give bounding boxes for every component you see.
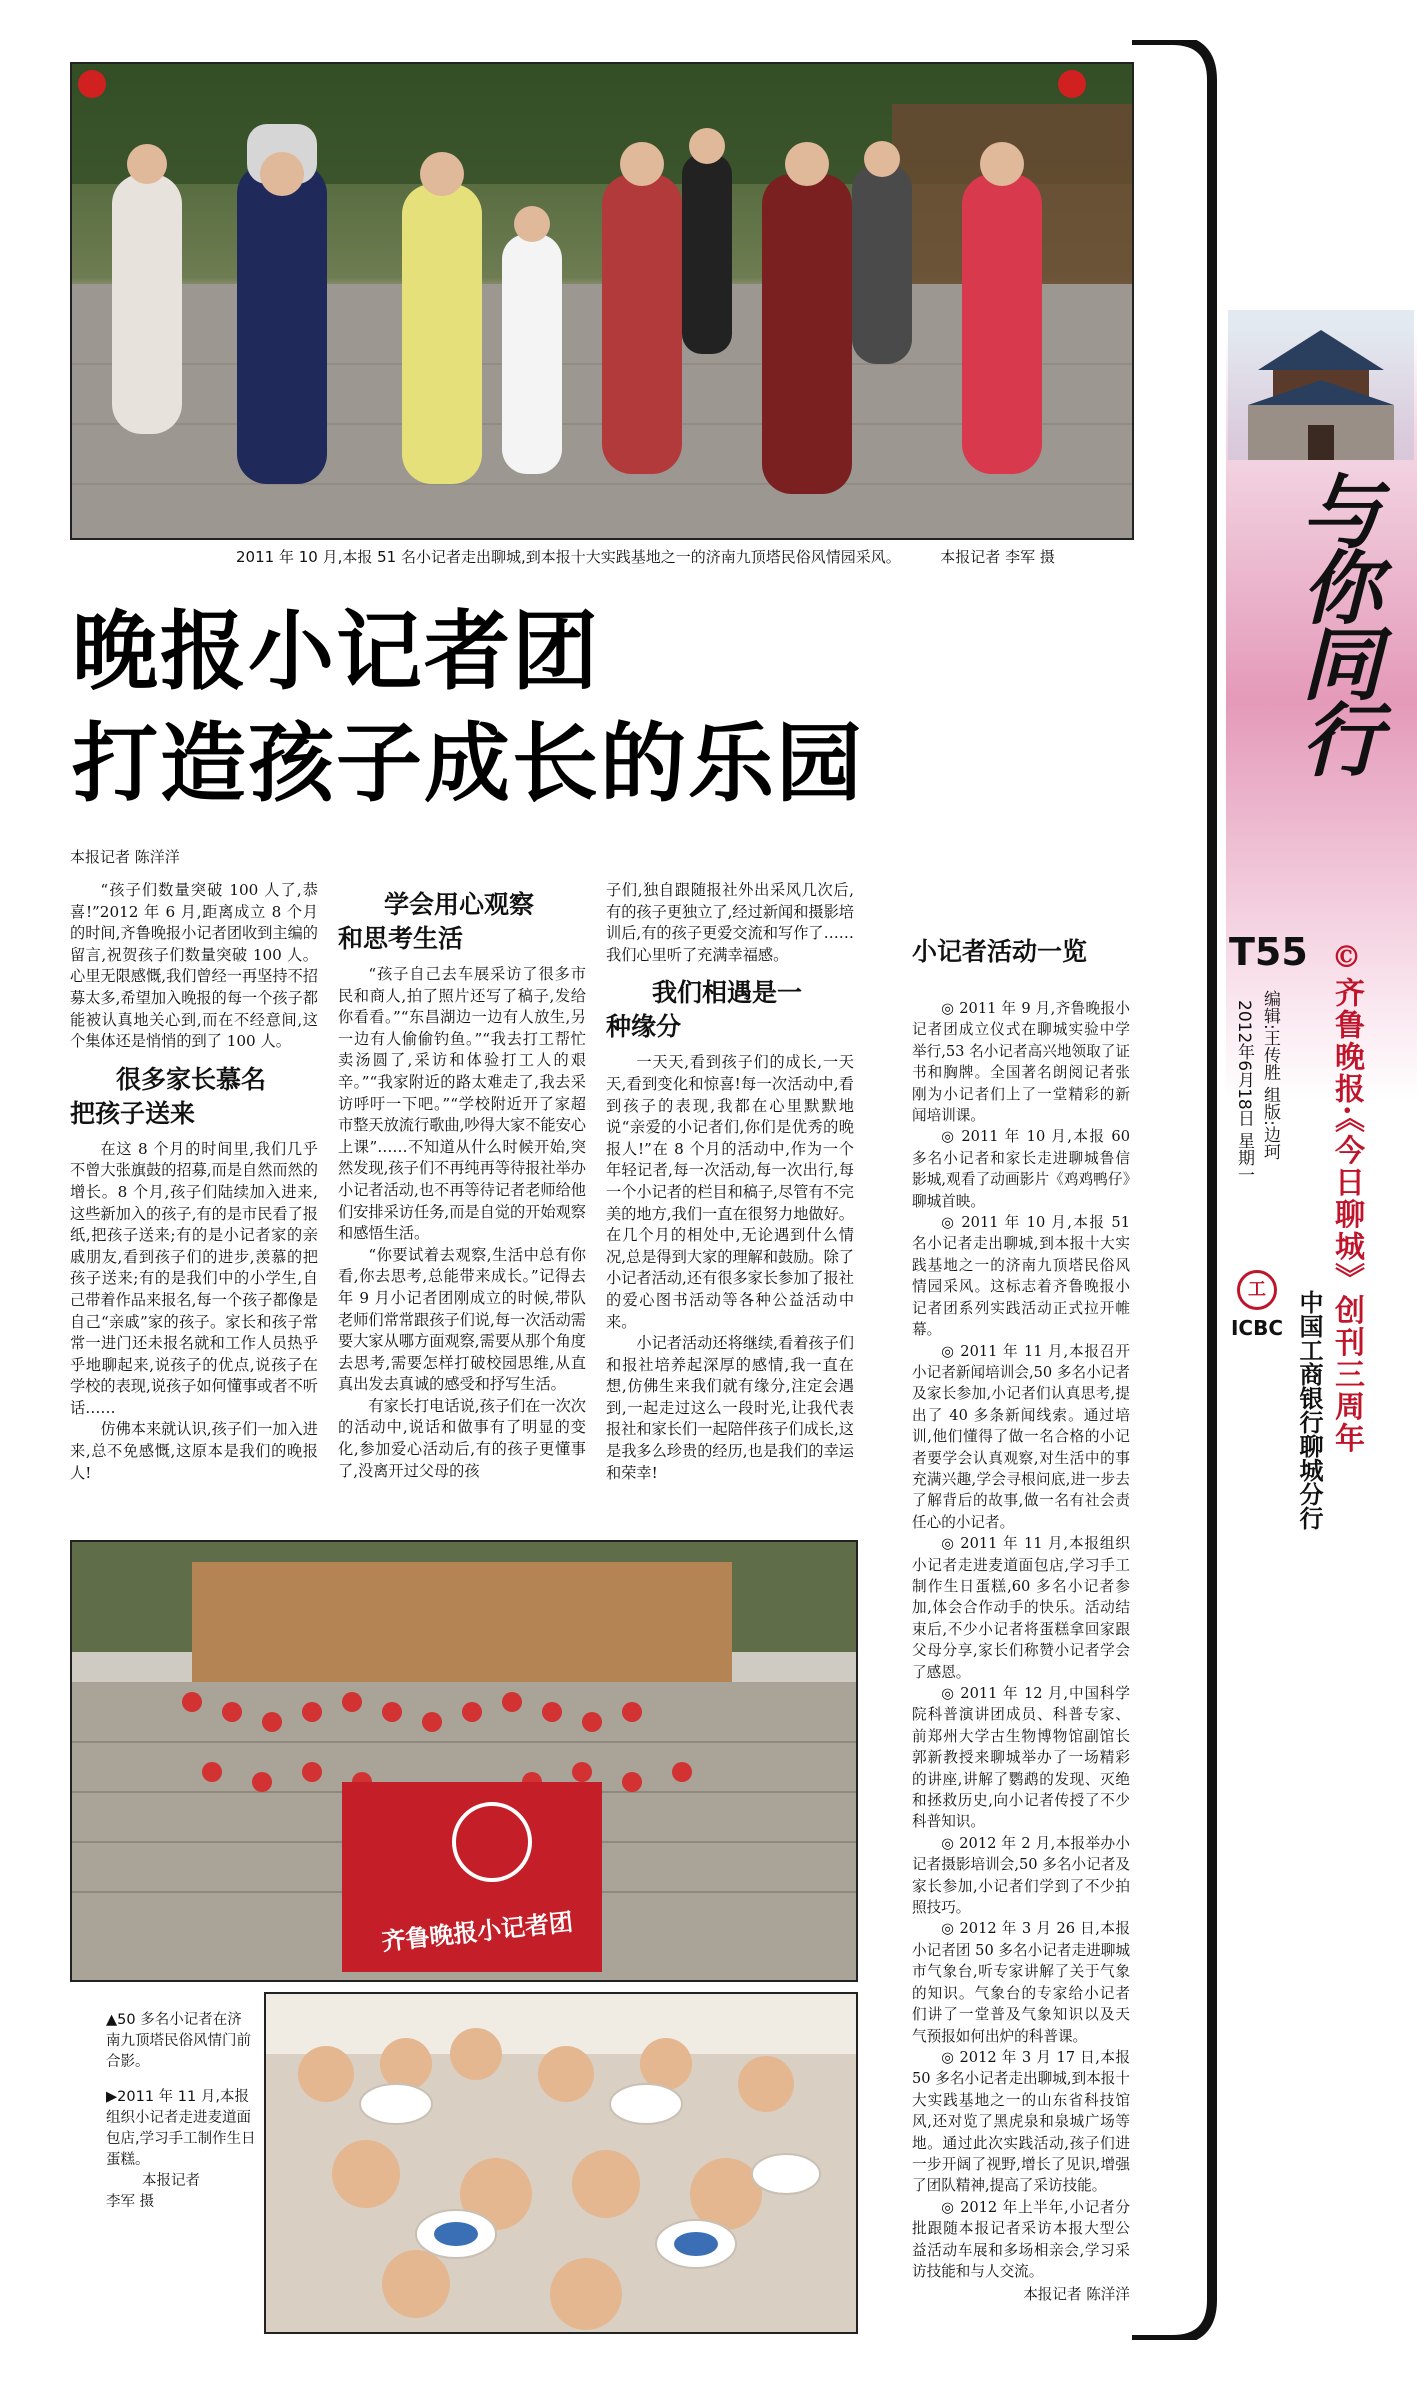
subheading-2 xyxy=(338,888,586,956)
article-column-3 xyxy=(606,880,854,1484)
subheading-2-line-2: 和思考生活 xyxy=(338,924,464,953)
group-photo-banner-text: 齐鲁晚报小记者团 xyxy=(380,1907,575,1956)
separator: · xyxy=(1329,1105,1364,1118)
icbc-logo xyxy=(1230,1270,1284,1340)
caption-1: ▲50 多名小记者在济南九顶塔民俗风情门前合影。 xyxy=(106,2012,251,2070)
calligraphy-title: 与你同行 xyxy=(1288,470,1382,774)
sidebar-item: ◎ 2011 年 10 月,本报 60 多名小记者和家长走进聊城鲁信影城,观看了动画影片《鸡鸡鸭仔》聊城首映。 xyxy=(912,1128,1130,1210)
sidebar-item: ◎ 2011 年 12 月,中国科学院科普演讲团成员、科普专家、前郑州大学古生物博物馆副馆长郭新教授来聊城举办了一场精彩的讲座,讲解了鹦鹉的发现、灭绝和拯救历史,向小记者传授了不少科普知识。 xyxy=(912,1685,1130,1831)
paragraph: 一天天,看到孩子们的成长,一天天,看到变化和惊喜!每一次活动中,看到孩子的表现,我都在心里默默地说“亲爱的小记者们,你们是优秀的晚报人!”在 8 个月的活动中,作为一个年轻记者,每一次活动,每一次出行,每一个小记者的栏目和稿子,尽管有不完美的地方,我们一直在很努力地做好。在几个月的相处中,无论遇到什么情况,总是得到大家的理解和鼓励。除了小记者活动,还有很多家长参加了报社的爱心图书活动等各种公益活动中来。 xyxy=(606,1053,854,1331)
sidebar-item: ◎ 2011 年 9 月,齐鲁晚报小记者团成立仪式在聊城实验中学举行,53 名小记者高兴地领取了证书和胸牌。全国著名朗阅记者张刚为小记者们上了一堂精彩的新闻培训课。 xyxy=(912,1000,1130,1125)
article-column-1 xyxy=(70,880,318,1484)
cake-photo-image xyxy=(266,1994,856,2332)
headline-line-2: 打造孩子成长的乐园 xyxy=(72,714,864,814)
top-photo-caption-text: 2011 年 10 月,本报 51 名小记者走出聊城,到本报十大实践基地之一的济南九顶塔民俗风情园采风。 xyxy=(236,548,901,566)
sidebar-item: ◎ 2012 年 3 月 26 日,本报小记者团 50 多名小记者走进聊城市气象台,听专家讲解了关于气象的知识。气象台的专家给小记者们讲了一堂普及气象知识以及天气预报如何出炉的科普课。 xyxy=(912,1920,1130,2045)
byline: 本报记者 陈洋洋 xyxy=(70,848,180,866)
column-name: 《今日聊城》 xyxy=(1329,1117,1364,1295)
bank-name: 中国工商银行聊城分行 xyxy=(1295,1290,1323,1530)
paragraph: “你要试着去观察,生活中总有你看,你去思考,总能带来成长。”记得去年 9 月小记者团刚成立的时候,带队老师们常常跟孩子们说,每一次活动需要大家从哪方面观察,需要从那个角度去思考,需要怎样打破校园思维,从直真出发去真诚的感受和抒写生活。 xyxy=(338,1245,586,1394)
subheading-1-line-1: 很多家长慕名 xyxy=(116,1064,267,1094)
sidebar-item: ◎ 2012 年上半年,小记者分批跟随本报记者采访本报大型公益活动车展和多场相亲会,学习采访技能和与人交流。 xyxy=(912,2198,1130,2280)
paragraph: “孩子自己去车展采访了很多市民和商人,拍了照片还写了稿子,发给你看看。”“东昌湖边一边有人放生,另一边有人偷偷钓鱼。”“我去打工帮忙卖汤圆了,采访和体验打工人的艰辛。”“我家附近的路太难走了,我去采访呼吁一下吧。”“学校附近开了家超市整天放流行歌曲,吵得大家不能安心上课”……不知道从什么时候开始,突然发现,孩子们不再纯再等待报社举办小记者活动,也不再等待记者老师给他们安排采访任务,而是自觉的开始观察和感悟生活。 xyxy=(338,965,586,1243)
sidebar-item: ◎ 2011 年 11 月,本报组织小记者走进麦道面包店,学习手工制作生日蛋糕,60 多名小记者参加,体会合作动手的快乐。活动结束后,不少小记者将蛋糕拿回家跟父母分享,家长们称赞小记者学会了感恩。 xyxy=(912,1535,1130,1681)
bottom-captions xyxy=(106,2010,256,2213)
subheading-3-line-2: 种缘分 xyxy=(606,1012,682,1042)
subheading-3-line-1: 我们相遇是一 xyxy=(652,978,803,1008)
cake-photo xyxy=(264,1992,858,2334)
paragraph: 子们,独自跟随报社外出采风几次后,有的孩子更独立了,经过新闻和摄影培训后,有的孩子更爱交流和写作了……我们心里听了充满幸福感。 xyxy=(606,881,854,964)
subheading-2-line-1: 学会用心观察 xyxy=(384,890,535,919)
sidebar-item: ◎ 2011 年 10 月,本报 51 名小记者走出聊城,到本报十大实践基地之一的济南九顶塔民俗风情园采风。这标志着齐鲁晚报小记者团系列实践活动正式拉开帷幕。 xyxy=(912,1214,1130,1339)
sidebar-item: ◎ 2011 年 11 月,本报召开小记者新闻培训会,50 多名小记者及家长参加,小记者们认真思考,提出了 40 多条新闻线索。通过培训,他们懂得了做一名合格的小记者要学会认真观察,对生活中的事充满兴趣,学会寻根问底,进一步去了解背后的故事,做一名有社会责任心的小记者。 xyxy=(912,1342,1130,1531)
paragraph: 仿佛本来就认识,孩子们一加入进来,总不免感慨,这原本是我们的晚报人! xyxy=(70,1420,318,1482)
icbc-logo-text: ICBC xyxy=(1230,1316,1284,1340)
sidebar-list xyxy=(912,998,1130,2306)
subheading-1-line-2: 把孩子送来 xyxy=(70,1098,196,1128)
sidebar-title: 小记者活动一览 xyxy=(912,937,1088,966)
paragraph: “孩子们数量突破 100 人了,恭喜!”2012 年 6 月,距离成立 8 个月的时间,齐鲁晚报小记者团收到主编的留言,祝贺孩子们数量突破 100 人。心里无限感慨,我们曾经一再坚持不招募太多,希望加入晚报的每一个孩子都能被认真地关心到,而在不经意间,这个集体还是悄悄的到了 100 人。 xyxy=(70,881,318,1051)
caption-credit-2: 李军 摄 xyxy=(106,2194,155,2210)
top-photo xyxy=(70,62,1134,540)
page-number: T55 xyxy=(1229,930,1308,974)
paragraph: 小记者活动还将继续,看着孩子们和报社培养起深厚的感情,我一直在想,仿佛生来我们就有缘分,注定会遇到,一起走过这么一段时光,让我代表报社和家长们一起陪伴孩子们成长,这是我多么珍贵的经历,也是我们的幸运和荣幸! xyxy=(606,1334,854,1482)
subheading-1 xyxy=(70,1063,318,1131)
subheading-3 xyxy=(606,976,854,1044)
paper-name: 齐鲁晚报 xyxy=(1329,977,1364,1105)
copyright-icon: © xyxy=(1329,940,1364,977)
paragraph: 在这 8 个月的时间里,我们几乎不曾大张旗鼓的招募,而是自然而然的增长。8 个月,孩子们陆续加入进来,这些新加入的孩子,有的是市民看了报纸,把孩子送来;有的是小记者家的亲戚朋友,看到孩子们的进步,羡慕的把孩子送来;有的是我们中的小学生,自己带着作品来报名,每一个孩子都像是自己“亲戚”家的孩子。家长和孩子常常一进门还未报名就和工作人员热乎乎地聊起来,说孩子的优点,说孩子在学校的表现,说孩子如何懂事或者不听话…… xyxy=(70,1139,318,1417)
anniversary-text: 创刊三周年 xyxy=(1329,1294,1364,1455)
caption-credit-1: 本报记者 xyxy=(142,2173,200,2189)
article-column-2 xyxy=(338,888,586,1482)
sidebar-item: ◎ 2012 年 3 月 17 日,本报 50 多名小记者走出聊城,到本报十大实践基地之一的山东省科技馆风,还对览了黑虎泉和泉城广场等地。通过此次实践活动,孩子们进一步开阔了视野,增长了见识,增强了团队精神,提高了采访技能。 xyxy=(912,2048,1130,2195)
sidebar-item: ◎ 2012 年 2 月,本报举办小记者摄影培训会,50 多名小记者及家长参加,小记者们学到了不少拍照技巧。 xyxy=(912,1834,1130,1917)
group-photo xyxy=(70,1540,858,1982)
decorative-bracket xyxy=(1132,40,1222,2340)
anniversary-banner xyxy=(1324,940,1368,1454)
editor-line: 编辑:王传胜 组版:边珂 xyxy=(1260,990,1280,1160)
tower-image xyxy=(1228,310,1414,460)
icbc-logo-icon: 工 xyxy=(1237,1270,1277,1310)
top-photo-image xyxy=(72,64,1132,538)
paragraph: 有家长打电话说,孩子们在一次次的活动中,说话和做事有了明显的变化,参加爱心活动后,有的孩子更懂事了,没离开过父母的孩 xyxy=(338,1396,586,1480)
top-photo-credit: 本报记者 李军 摄 xyxy=(940,548,1055,566)
right-band xyxy=(1226,0,1417,2383)
sidebar-credit: 本报记者 陈洋洋 xyxy=(1023,2286,1130,2304)
top-photo-caption xyxy=(236,546,1116,568)
headline-line-1: 晚报小记者团 xyxy=(72,602,600,702)
headline xyxy=(72,596,1192,820)
caption-2: ▶2011 年 11 月,本报组织小记者走进麦道面包店,学习手工制作生日蛋糕。 xyxy=(106,2089,256,2168)
date-line: 2012年6月18日 星期一 xyxy=(1234,1000,1254,1184)
